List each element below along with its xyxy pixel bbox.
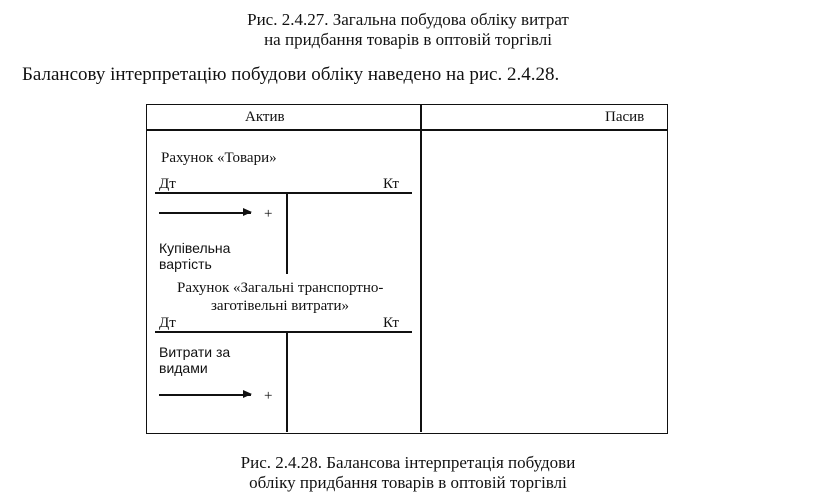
balance-table (146, 104, 668, 434)
t-account-expenses-stem (286, 331, 288, 432)
account-expenses-credit: Кт (383, 315, 399, 331)
column-divider (420, 105, 422, 432)
figure-caption-bottom (0, 453, 816, 493)
caption-bottom-line1: Рис. 2.4.28. Балансова інтерпретація побудови (240, 453, 576, 472)
caption-bottom-line2: обліку придбання товарів в оптовій торгівлі (249, 473, 567, 492)
t-account-goods-top (155, 192, 412, 194)
account-expenses-title-2: заготівельні витрати» (211, 298, 350, 314)
account-expenses-title-1: Рахунок «Загальні транспортно- (177, 280, 384, 296)
plus-sign-goods: + (264, 206, 273, 222)
t-account-goods-stem (286, 192, 288, 274)
account-goods-credit: Кт (383, 176, 399, 192)
t-account-expenses-top (155, 331, 412, 333)
purchase-cost-label-2: вартість (159, 256, 212, 272)
expenses-by-type-label-1: Витрати за (159, 344, 231, 360)
figure-caption-top (0, 10, 816, 50)
account-goods-title: Рахунок «Товари» (161, 150, 277, 166)
header-passive: Пасив (605, 109, 645, 125)
account-goods-debit: Дт (159, 176, 176, 192)
expenses-by-type-label-2: видами (159, 360, 208, 376)
header-divider (147, 129, 667, 131)
caption-top-line2: на придбання товарів в оптовій торгівлі (264, 30, 552, 49)
body-paragraph: Балансову інтерпретацію побудови обліку наведено на рис. 2.4.28. (22, 64, 560, 85)
caption-top-line1: Рис. 2.4.27. Загальна побудова обліку витрат (247, 10, 569, 29)
account-expenses-debit: Дт (159, 315, 176, 331)
arrow-goods (159, 212, 251, 214)
plus-sign-expenses: + (264, 388, 273, 404)
purchase-cost-label-1: Купівельна (159, 240, 231, 256)
arrow-expenses (159, 394, 251, 396)
header-active: Актив (245, 109, 285, 125)
